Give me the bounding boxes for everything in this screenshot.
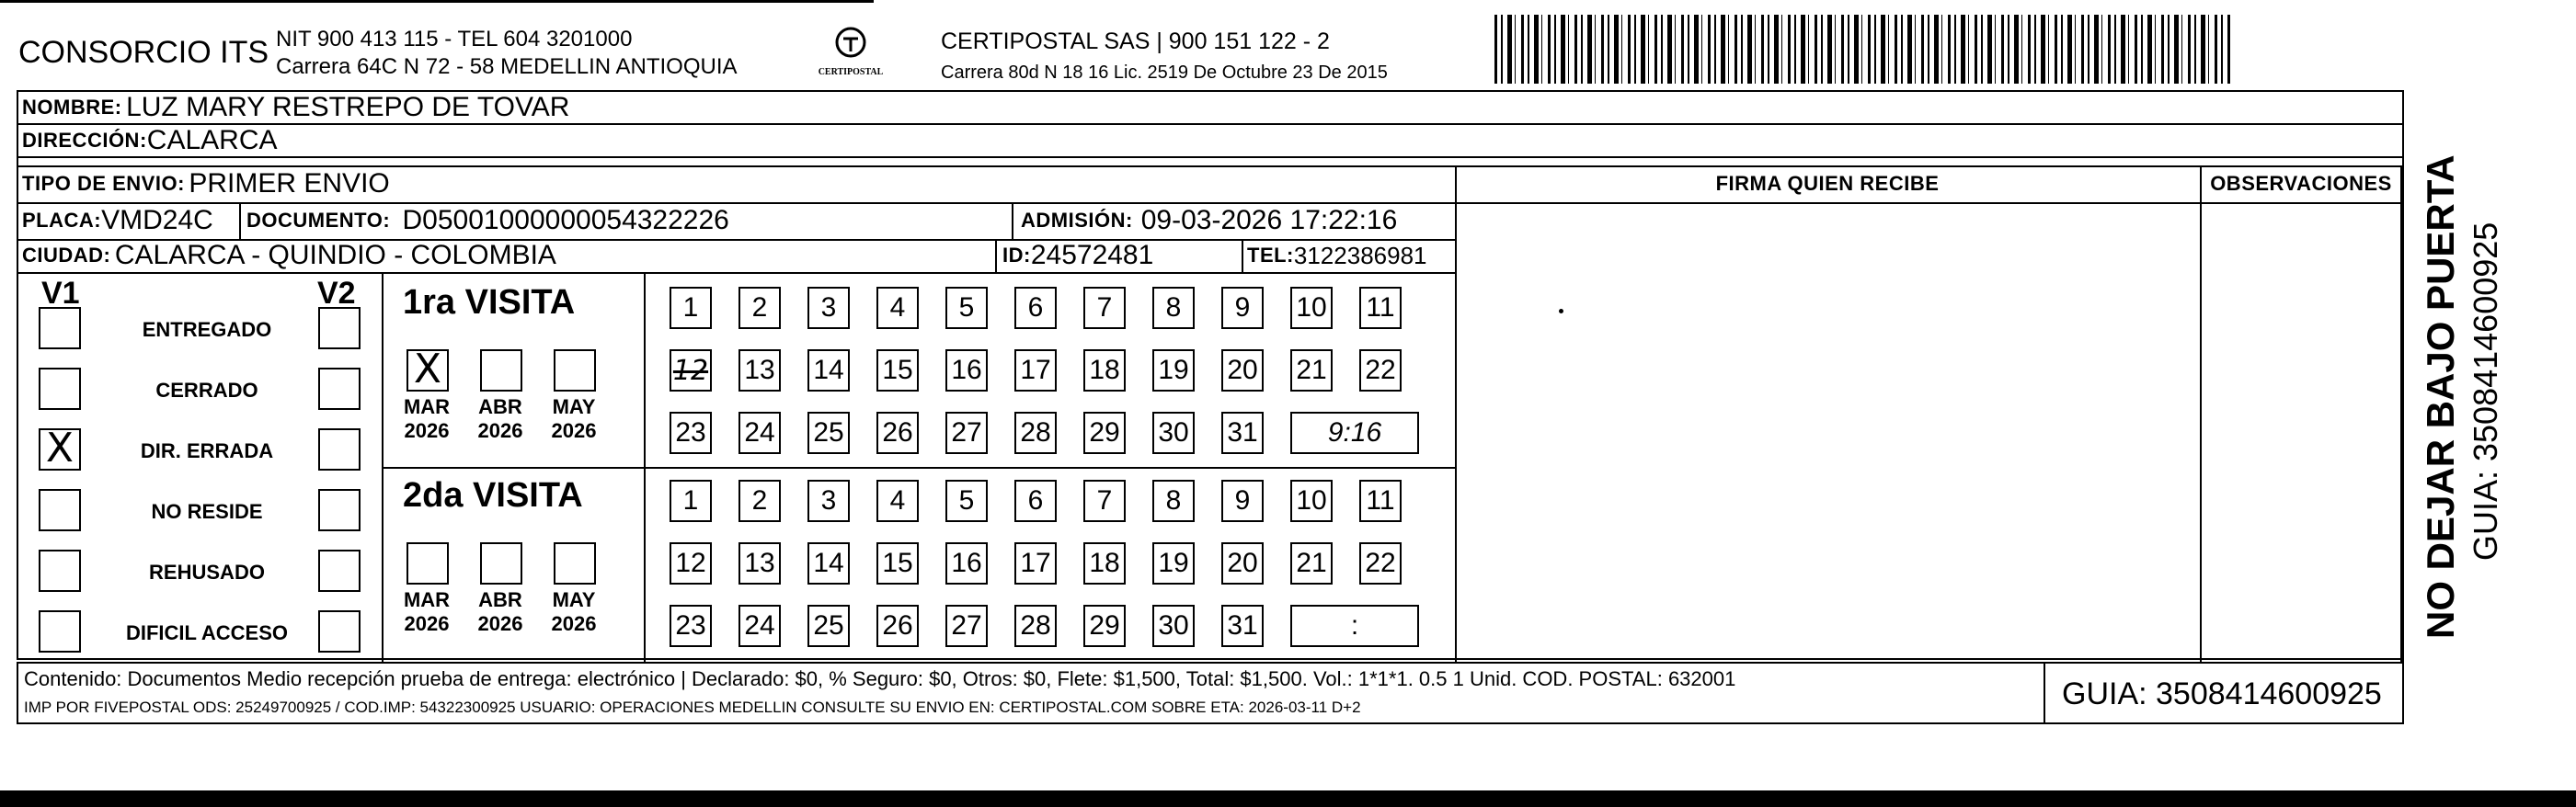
month-name: MAR xyxy=(403,588,451,611)
day-box[interactable]: 15 xyxy=(876,542,919,585)
tel-field xyxy=(1247,239,1427,272)
firma-header xyxy=(1455,165,2200,202)
admision-field xyxy=(1021,202,1397,239)
documento-field xyxy=(246,202,729,239)
month-year: 2026 xyxy=(551,419,597,442)
nombre-row xyxy=(17,90,569,125)
placa-row xyxy=(17,202,213,239)
v2-checkbox[interactable] xyxy=(318,489,361,531)
company-info xyxy=(276,26,738,81)
day-box[interactable]: 19 xyxy=(1152,349,1195,392)
day-box[interactable]: 4 xyxy=(876,480,919,522)
day-box[interactable]: 18 xyxy=(1083,349,1126,392)
v1-checkbox[interactable] xyxy=(39,307,81,349)
id-value: 24572481 xyxy=(1030,240,1154,270)
day-box[interactable]: 8 xyxy=(1152,480,1195,522)
day-box[interactable]: 12 xyxy=(670,349,712,392)
footer-guia: GUIA: 3508414600925 xyxy=(2062,676,2382,711)
status-option-label: NO RESIDE xyxy=(151,500,263,523)
month-checkbox[interactable] xyxy=(554,542,596,585)
day-box[interactable]: 17 xyxy=(1014,542,1057,585)
documento-value: D05001000000054322226 xyxy=(402,205,729,235)
day-box[interactable]: 30 xyxy=(1152,605,1195,647)
v1-checkbox[interactable]: X xyxy=(39,428,81,471)
month-name: MAY xyxy=(552,395,596,418)
visit-title: 2da VISITA xyxy=(403,476,583,515)
day-box[interactable]: 7 xyxy=(1083,480,1126,522)
admision-value: 09-03-2026 17:22:16 xyxy=(1140,205,1398,235)
ciudad-label: CIUDAD: xyxy=(22,244,111,267)
day-box[interactable]: 21 xyxy=(1290,349,1333,392)
visit-title: 1ra VISITA xyxy=(403,283,576,322)
id-field xyxy=(1002,239,1153,272)
day-box[interactable]: 14 xyxy=(807,542,850,585)
observaciones-header xyxy=(2202,165,2400,202)
day-box[interactable]: 18 xyxy=(1083,542,1126,585)
day-box[interactable]: 11 xyxy=(1359,287,1402,329)
day-box[interactable]: 13 xyxy=(738,349,781,392)
day-box[interactable]: 31 xyxy=(1221,412,1264,454)
id-label: ID: xyxy=(1002,244,1031,267)
v1-checkbox[interactable] xyxy=(39,489,81,531)
time-box[interactable]: 9:16 xyxy=(1290,412,1419,454)
admision-label: ADMISIÓN: xyxy=(1021,209,1133,232)
day-box[interactable]: 23 xyxy=(670,412,712,454)
month-year: 2026 xyxy=(404,419,450,442)
placa-label: PLACA: xyxy=(22,209,102,232)
day-box[interactable]: 26 xyxy=(876,412,919,454)
day-box[interactable]: 16 xyxy=(945,542,988,585)
tipo-value: PRIMER ENVIO xyxy=(189,168,390,199)
direccion-label: DIRECCIÓN: xyxy=(22,129,147,152)
day-box[interactable]: 22 xyxy=(1359,349,1402,392)
day-box[interactable]: 6 xyxy=(1014,480,1057,522)
month-checkbox[interactable] xyxy=(480,542,522,585)
day-box[interactable]: 7 xyxy=(1083,287,1126,329)
logo-label: CERTIPOSTAL xyxy=(818,67,884,77)
day-box[interactable]: 13 xyxy=(738,542,781,585)
day-box[interactable]: 25 xyxy=(807,412,850,454)
day-box[interactable]: 22 xyxy=(1359,542,1402,585)
address-line: Carrera 64C N 72 - 58 MEDELLIN ANTIOQUIA xyxy=(276,54,738,79)
ciudad-row xyxy=(17,239,556,272)
month-year: 2026 xyxy=(404,612,450,635)
day-box[interactable]: 30 xyxy=(1152,412,1195,454)
day-box[interactable]: 4 xyxy=(876,287,919,329)
v2-checkbox[interactable] xyxy=(318,550,361,592)
v1-checkbox[interactable] xyxy=(39,610,81,653)
status-option-label: DIR. ERRADA xyxy=(140,439,274,462)
status-option-label: DIFICIL ACCESO xyxy=(125,621,288,644)
v1-label: V1 xyxy=(41,276,80,311)
day-box[interactable]: 8 xyxy=(1152,287,1195,329)
certipostal-info xyxy=(941,26,1388,88)
day-box[interactable]: 24 xyxy=(738,605,781,647)
tel-label: TEL: xyxy=(1247,244,1294,267)
v1-checkbox[interactable] xyxy=(39,550,81,592)
day-box[interactable]: 2 xyxy=(738,480,781,522)
day-box[interactable]: 29 xyxy=(1083,605,1126,647)
direccion-value: CALARCA xyxy=(146,125,278,155)
day-box[interactable]: 6 xyxy=(1014,287,1057,329)
day-box[interactable]: 15 xyxy=(876,349,919,392)
month-label xyxy=(464,395,537,443)
status-option-label: CERRADO xyxy=(155,379,258,402)
day-box[interactable]: 31 xyxy=(1221,605,1264,647)
nombre-value: LUZ MARY RESTREPO DE TOVAR xyxy=(126,92,570,122)
month-year: 2026 xyxy=(477,419,523,442)
day-box[interactable]: 24 xyxy=(738,412,781,454)
day-box[interactable]: 9 xyxy=(1221,480,1264,522)
status-option-label: ENTREGADO xyxy=(142,318,272,341)
v2-label: V2 xyxy=(317,276,356,311)
month-name: MAR xyxy=(403,395,451,418)
day-box[interactable]: 14 xyxy=(807,349,850,392)
day-box[interactable]: 20 xyxy=(1221,542,1264,585)
tipo-row xyxy=(17,165,390,202)
day-box[interactable]: 26 xyxy=(876,605,919,647)
day-box[interactable]: 29 xyxy=(1083,412,1126,454)
time-box[interactable]: : xyxy=(1290,605,1419,647)
day-box[interactable]: 1 xyxy=(670,287,712,329)
imp-text: IMP POR FIVEPOSTAL ODS: 25249700925 / COD.IMP: 54322300925 USUARIO: OPERACIONES MEDELLIN CONSULTE SU ENVIO EN: CERTIPOSTAL.COM SOBRE ETA: 2026-03-11 D+2 xyxy=(24,699,1361,716)
firma-label: FIRMA QUIEN RECIBE xyxy=(1715,172,1940,195)
day-box[interactable]: 9 xyxy=(1221,287,1264,329)
documento-label: DOCUMENTO: xyxy=(246,209,391,232)
day-box[interactable]: 2 xyxy=(738,287,781,329)
month-checkbox[interactable] xyxy=(406,542,449,585)
day-box[interactable]: 28 xyxy=(1014,412,1057,454)
day-box[interactable]: 1 xyxy=(670,480,712,522)
top-edge-line xyxy=(0,0,874,3)
certipostal-logo xyxy=(809,26,892,81)
month-checkbox[interactable] xyxy=(480,349,522,392)
day-box[interactable]: 27 xyxy=(945,412,988,454)
certipostal-line: CERTIPOSTAL SAS | 900 151 122 - 2 xyxy=(941,28,1330,54)
direccion-row xyxy=(17,123,278,158)
bottom-edge-bar xyxy=(0,790,2576,807)
day-box[interactable]: 21 xyxy=(1290,542,1333,585)
day-box[interactable]: 28 xyxy=(1014,605,1057,647)
side-guia: GUIA: 3508414600925 xyxy=(2467,222,2504,561)
signature-area[interactable] xyxy=(1559,309,1563,313)
nombre-label: NOMBRE: xyxy=(22,96,122,119)
ciudad-value: CALARCA - QUINDIO - COLOMBIA xyxy=(114,240,556,270)
month-name: ABR xyxy=(478,588,522,611)
day-box[interactable]: 3 xyxy=(807,287,850,329)
day-box[interactable]: 16 xyxy=(945,349,988,392)
month-year: 2026 xyxy=(551,612,597,635)
v2-checkbox[interactable] xyxy=(318,428,361,471)
logo-icon xyxy=(830,26,871,63)
tel-value: 3122386981 xyxy=(1293,241,1427,269)
day-box[interactable]: 25 xyxy=(807,605,850,647)
month-year: 2026 xyxy=(477,612,523,635)
day-box[interactable]: 3 xyxy=(807,480,850,522)
day-box[interactable]: 20 xyxy=(1221,349,1264,392)
placa-value: VMD24C xyxy=(101,205,213,235)
certipostal-address: Carrera 80d N 18 16 Lic. 2519 De Octubre 23 De 2015 xyxy=(941,63,1388,83)
day-box[interactable]: 5 xyxy=(945,287,988,329)
month-label xyxy=(390,588,464,636)
month-checkbox[interactable]: X xyxy=(406,349,449,392)
observaciones-label: OBSERVACIONES xyxy=(2210,172,2392,195)
month-name: ABR xyxy=(478,395,522,418)
month-label xyxy=(464,588,537,636)
nit-line: NIT 900 413 115 - TEL 604 3201000 xyxy=(276,27,633,51)
day-box[interactable]: 10 xyxy=(1290,287,1333,329)
day-box[interactable]: 23 xyxy=(670,605,712,647)
day-box[interactable]: 5 xyxy=(945,480,988,522)
month-label xyxy=(537,588,611,636)
v2-checkbox[interactable] xyxy=(318,368,361,410)
v2-checkbox[interactable] xyxy=(318,307,361,349)
day-box[interactable]: 11 xyxy=(1359,480,1402,522)
side-warning: NO DEJAR BAJO PUERTA xyxy=(2419,154,2462,639)
status-option-label: REHUSADO xyxy=(149,561,265,584)
day-box[interactable]: 19 xyxy=(1152,542,1195,585)
day-box[interactable]: 27 xyxy=(945,605,988,647)
month-label xyxy=(390,395,464,443)
day-box[interactable]: 12 xyxy=(670,542,712,585)
contenido-text: Contenido: Documentos Medio recepción prueba de entrega: electrónico | Declarado: $0, % Seguro: $0, Otros: $0, Flete: $1,500, Total: $1,500. Vol.: 1*1*1. 0.5 1 Unid. COD. POSTAL: 632001 xyxy=(24,667,1736,690)
month-label xyxy=(537,395,611,443)
tipo-label: TIPO DE ENVIO: xyxy=(22,172,185,195)
month-name: MAY xyxy=(552,588,596,611)
month-checkbox[interactable] xyxy=(554,349,596,392)
v2-checkbox[interactable] xyxy=(318,610,361,653)
day-box[interactable]: 17 xyxy=(1014,349,1057,392)
day-box[interactable]: 10 xyxy=(1290,480,1333,522)
v1-checkbox[interactable] xyxy=(39,368,81,410)
company-name: CONSORCIO ITS xyxy=(18,35,269,70)
barcode xyxy=(1494,15,2230,84)
